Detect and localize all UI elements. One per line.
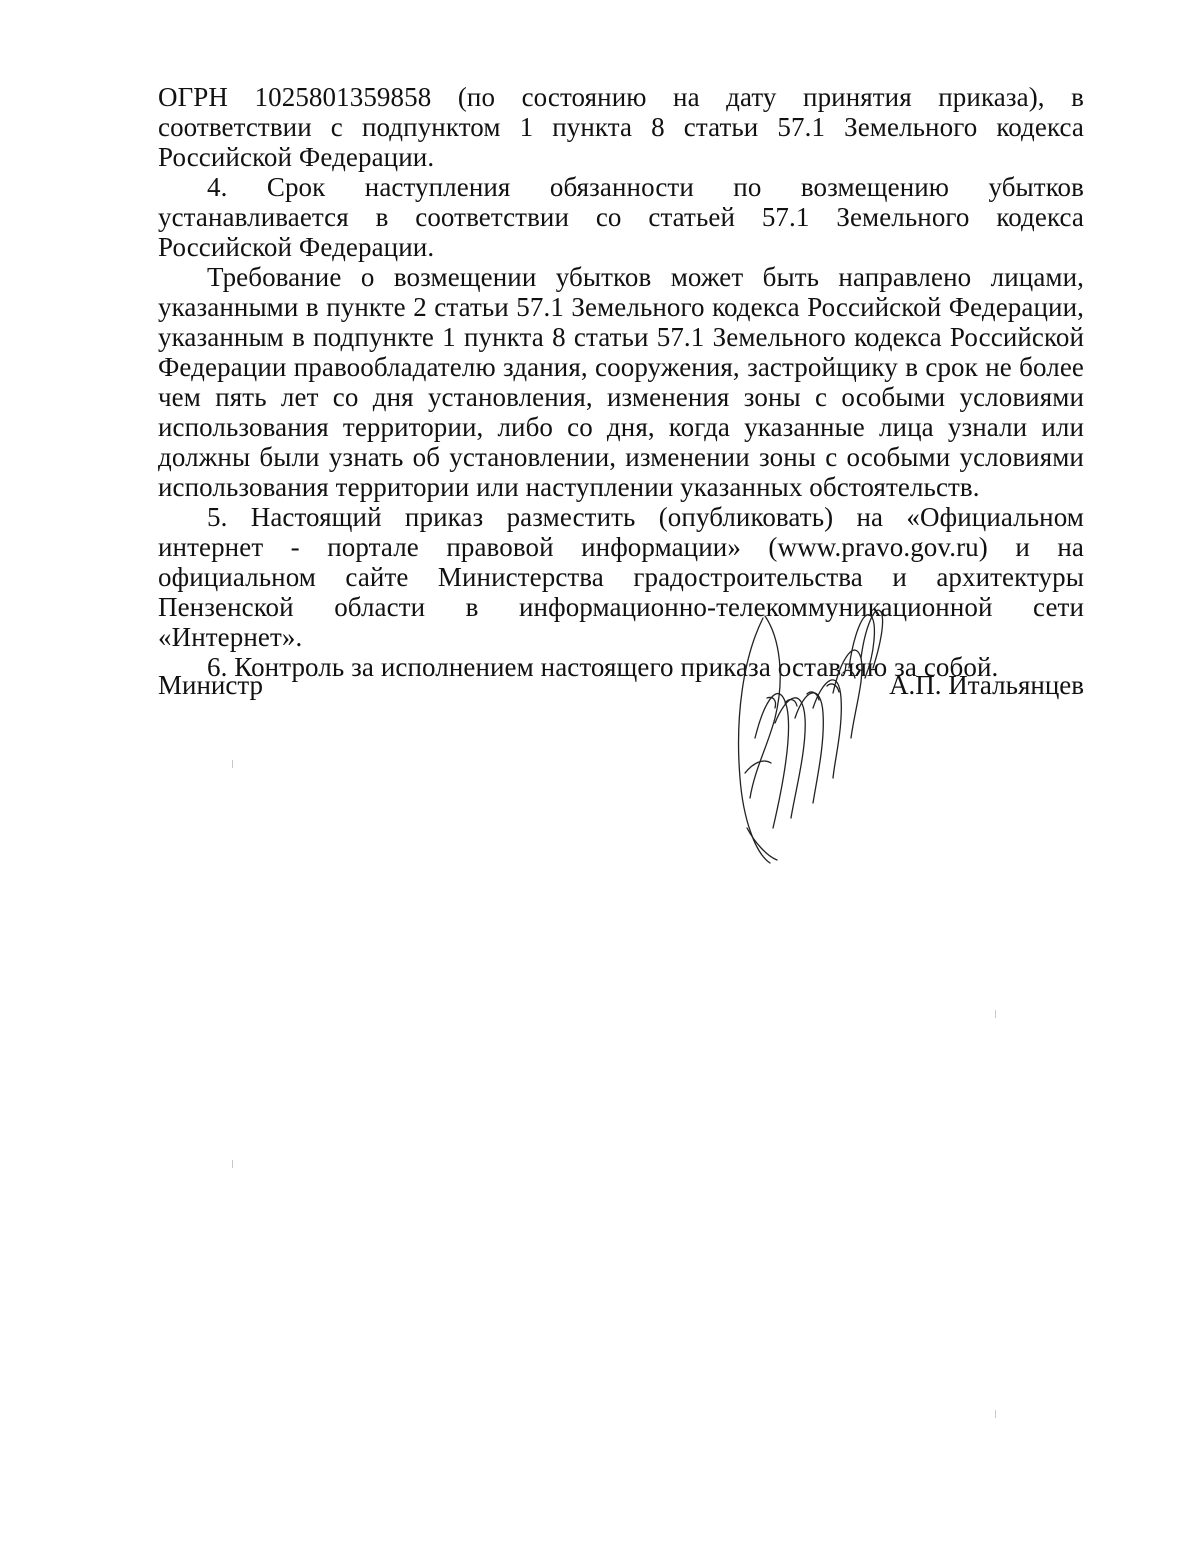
signatory-name: А.П. Итальянцев xyxy=(889,670,1084,700)
scan-speck xyxy=(995,1410,996,1418)
signatory-title: Министр xyxy=(158,670,263,700)
scan-speck xyxy=(232,760,233,768)
paragraph-item-6: 6. Контроль за исполнением настоящего приказа оставляю за собой. xyxy=(207,652,999,682)
paragraph-item-5: 5. Настоящий приказ разместить (опубликовать) на «Официальном интернет - портале правовой информации» (www.pravo.gov.ru) и на официальном сайте Министерства градостроительства и архитектуры Пензенской области в информационно-телекоммуникационной сети «Интернет». xyxy=(158,502,1084,652)
scan-speck xyxy=(995,1010,996,1018)
handwritten-signature xyxy=(725,598,895,873)
scan-speck xyxy=(232,1160,233,1168)
signature-block xyxy=(158,668,1084,708)
paragraph-ogrn: ОГРН 1025801359858 (по состоянию на дату принятия приказа), в соответствии с подпунктом 1 пункта 8 статьи 57.1 Земельного кодекса Российской Федерации. xyxy=(158,82,1084,172)
paragraph-item-4: 4. Срок наступления обязанности по возмещению убытков устанавливается в соответствии со статьей 57.1 Земельного кодекса Российской Федерации. xyxy=(158,172,1084,262)
paragraph-damages-claim: Требование о возмещении убытков может быть направлено лицами, указанными в пункте 2 статьи 57.1 Земельного кодекса Российской Федерации, указанным в подпункте 1 пункта 8 статьи 57.1 Земельного кодекса Российской Федерации правообладателю здания, сооружения, застройщику в срок не более чем пять лет со дня установления, изменения зоны с особыми условиями использования территории, либо со дня, когда указанные лица узнали или должны были узнать об установлении, изменении зоны с особыми условиями использования территории или наступлении указанных обстоятельств. xyxy=(158,262,1084,502)
document-body xyxy=(158,82,1084,682)
